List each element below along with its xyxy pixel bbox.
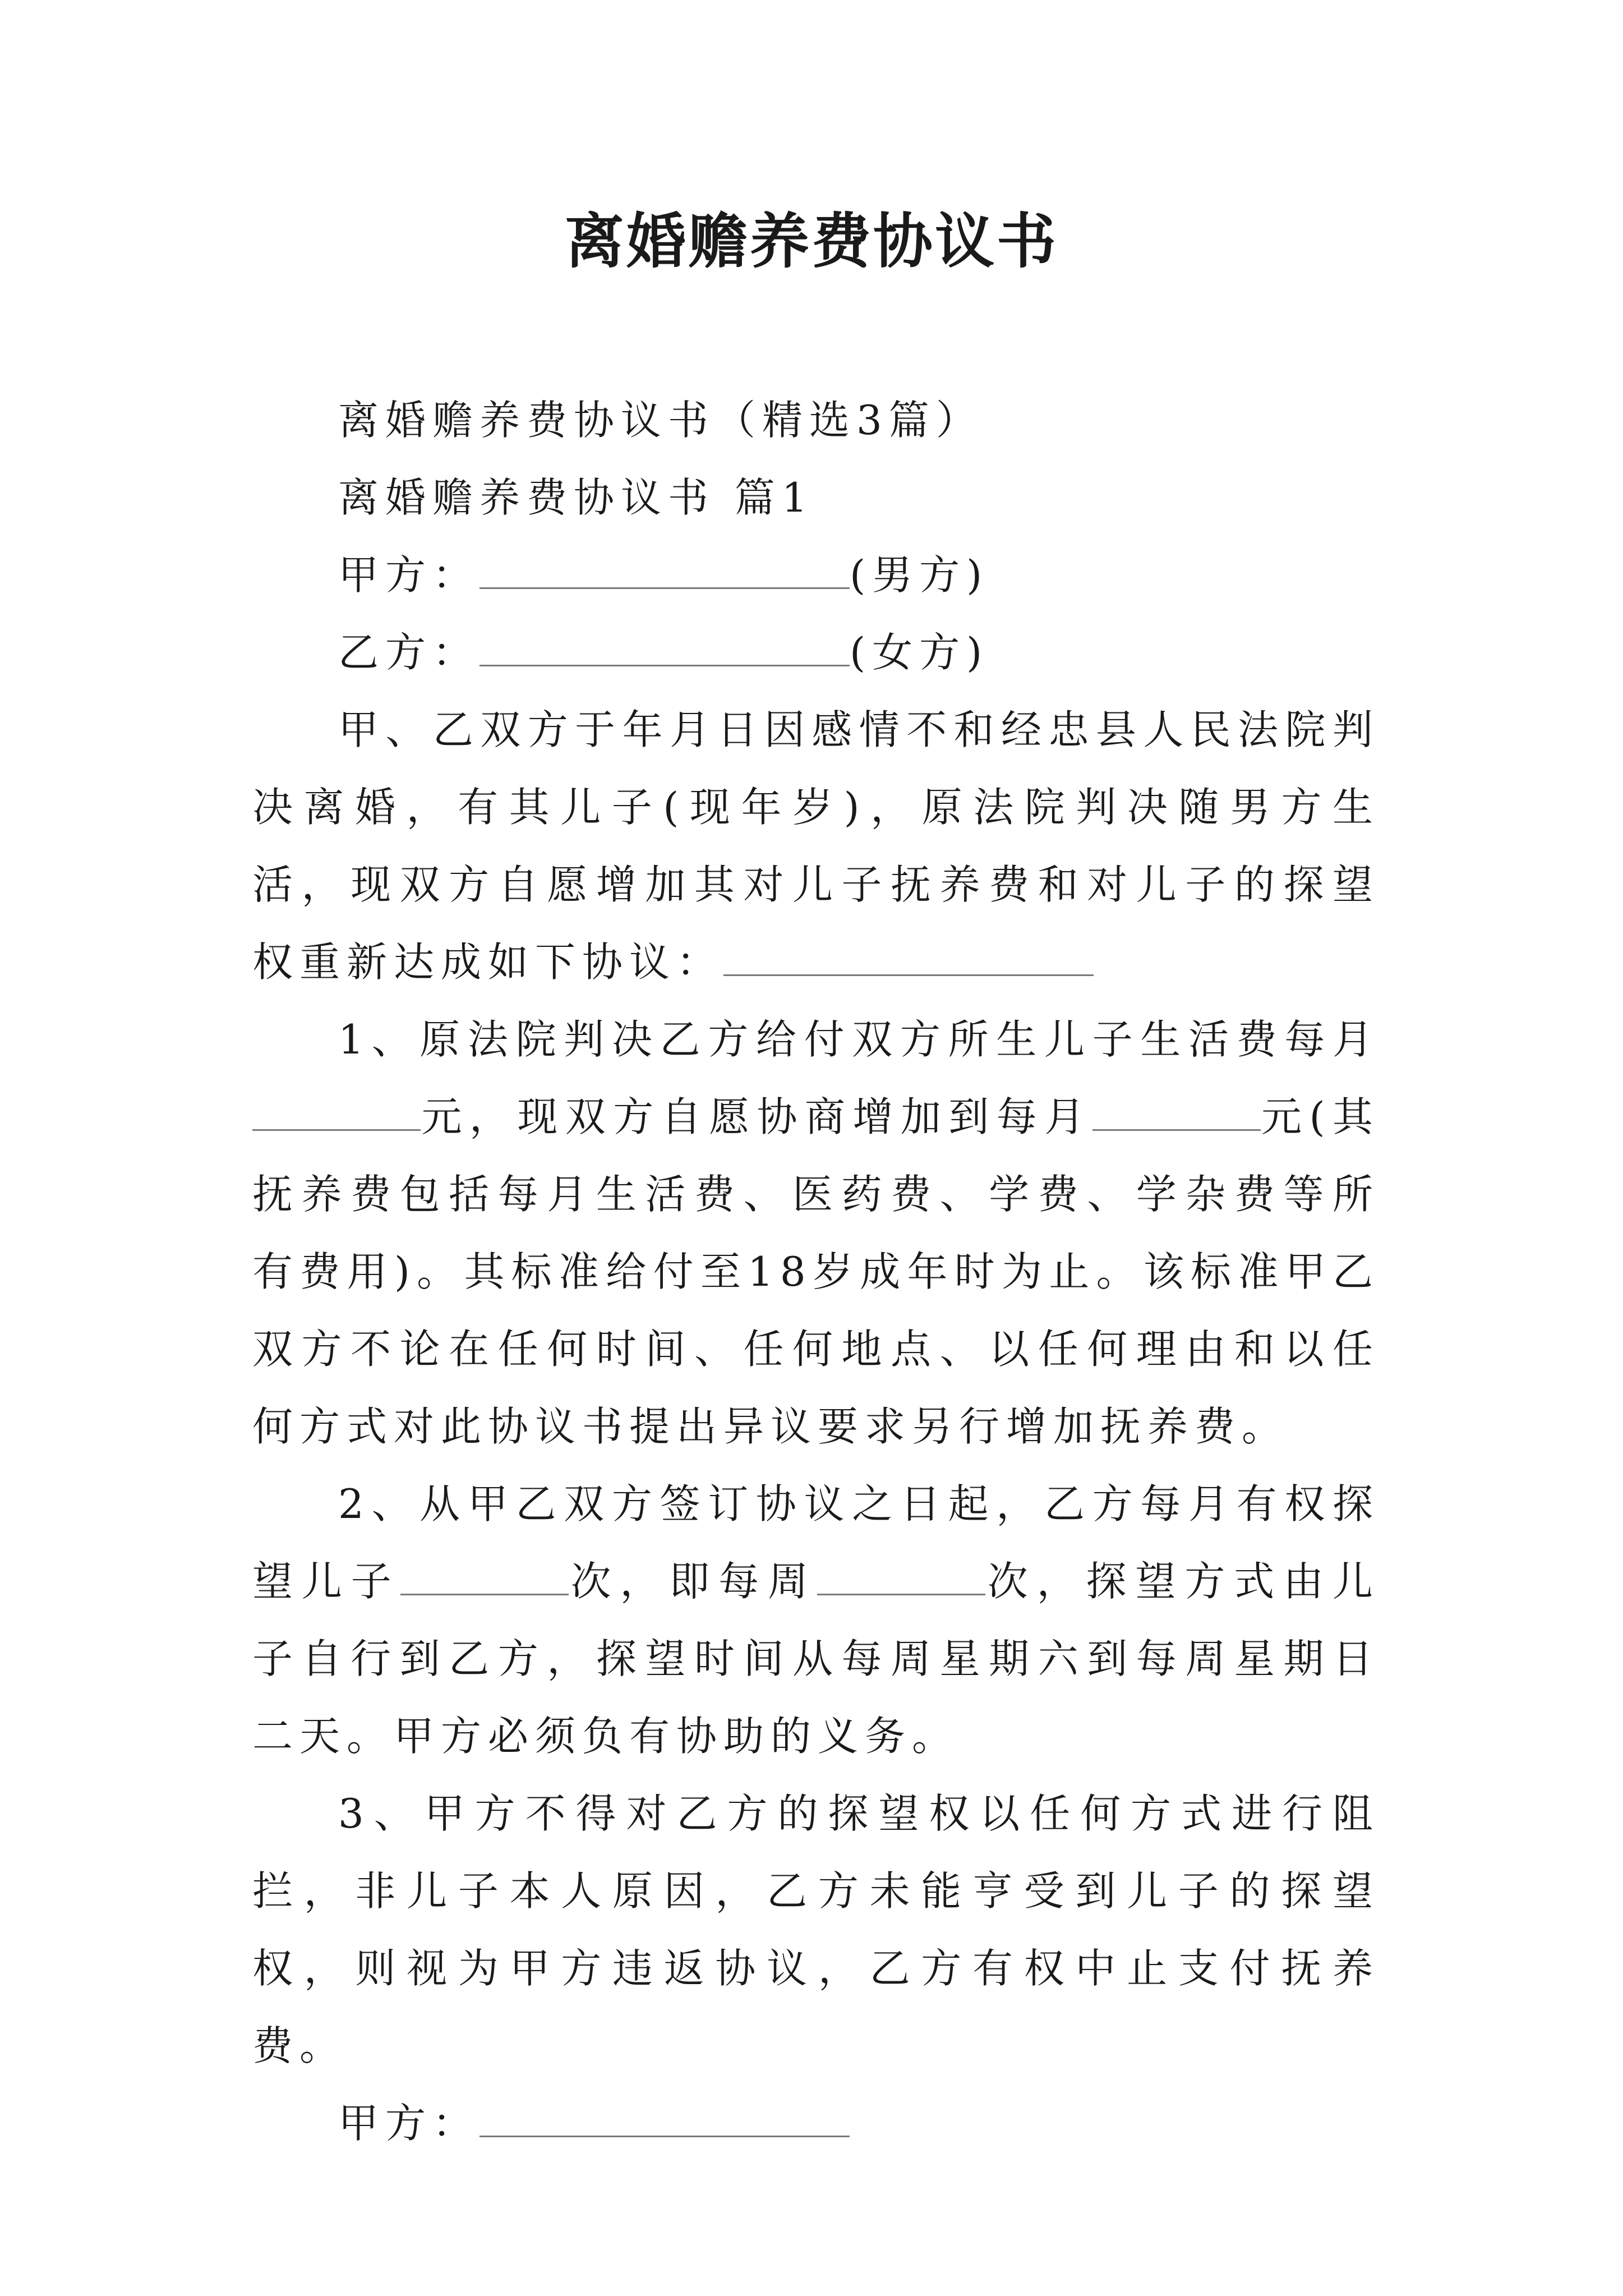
agreement-blank — [723, 940, 1094, 976]
party-a-blank — [479, 553, 850, 589]
clause-2-weekly-visits-blank — [817, 1559, 985, 1595]
party-b-line — [252, 614, 1380, 691]
clause-2-text-c: 次，探望方式由儿子自行到乙方，探望时间从每周星期六到每周星期日二天。甲方必须负有协助的义务。 — [252, 1558, 1380, 1760]
subtitle-text: 离婚赡养费协议书（精选3篇） — [338, 397, 983, 444]
clause-1-text-b: 元，现双方自愿协商增加到每月 — [421, 1093, 1092, 1140]
party-a-label: 甲方： — [338, 551, 480, 599]
signature-party-a-blank — [479, 2101, 850, 2137]
document-body — [252, 381, 1380, 2162]
clause-3-paragraph — [252, 1775, 1380, 2085]
intro-paragraph — [252, 691, 1380, 1001]
party-b-blank — [479, 630, 850, 666]
section-heading-text: 离婚赡养费协议书 篇1 — [338, 474, 814, 521]
clause-3-text: 3、甲方不得对乙方的探望权以任何方式进行阻拦，非儿子本人原因，乙方未能亨受到儿子的探望权，则视为甲方违返协议，乙方有权中止支付抚养费。 — [252, 1790, 1380, 2069]
clause-2-monthly-visits-blank — [400, 1559, 569, 1595]
clause-1-paragraph — [252, 1001, 1380, 1465]
signature-party-a-line — [252, 2085, 1380, 2162]
document-title: 离婚赡养费协议书 — [565, 206, 1058, 276]
section-heading — [252, 459, 1380, 536]
clause-1-new-amount-blank — [1092, 1094, 1261, 1131]
party-a-role: (男方) — [850, 551, 989, 599]
clause-1-original-amount-blank — [252, 1094, 421, 1131]
party-a-line — [252, 536, 1380, 614]
party-b-label: 乙方： — [338, 629, 480, 676]
clause-2-paragraph — [252, 1465, 1380, 1775]
signature-party-a-label: 甲方： — [338, 2100, 480, 2147]
intro-text: 甲、乙双方于年月日因感情不和经忠县人民法院判决离婚，有其儿子(现年岁)，原法院判决随男方生活，现双方自愿增加其对儿子抚养费和对儿子的探望权重新达成如下协议： — [252, 706, 1380, 986]
clause-1-text-c: 元(其抚养费包括每月生活费、医药费、学费、学杂费等所有费用)。其标准给付至18岁成年时为止。该标准甲乙双方不论在任何时间、任何地点、以任何理由和以任何方式对此协议书提出异议要求另行增加抚养费。 — [252, 1093, 1380, 1450]
party-b-role: (女方) — [850, 629, 989, 676]
clause-1-text-a: 1、原法院判决乙方给付双方所生儿子生活费每月 — [338, 1016, 1380, 1063]
subtitle-line — [252, 381, 1380, 459]
clause-2-text-b: 次，即每周 — [568, 1558, 817, 1605]
clause-2-text-a: 2、从甲乙双方签订协议之日起，乙方每月有权探望儿子 — [252, 1480, 1380, 1605]
